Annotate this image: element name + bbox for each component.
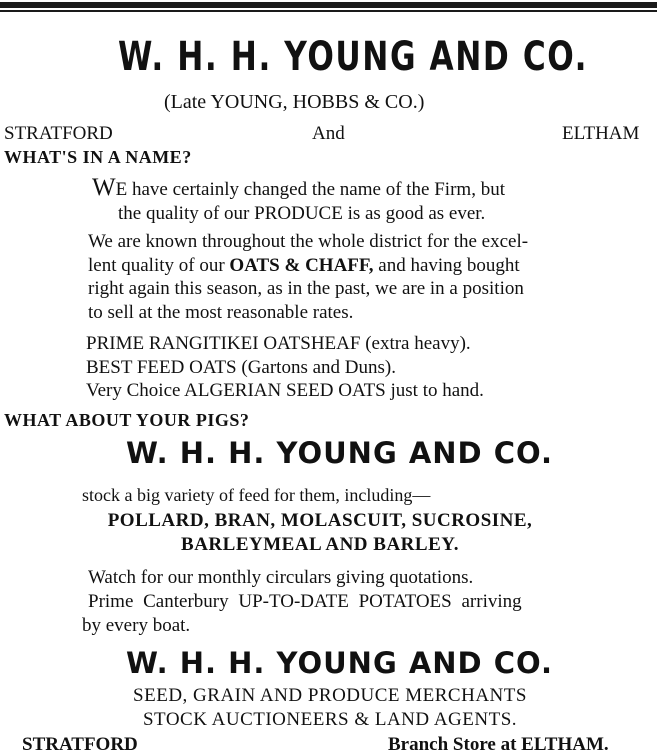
paragraph-line: WE have certainly changed the name of the Firm, but [92, 174, 505, 201]
section-heading-whats-in-a-name: WHAT'S IN A NAME? [4, 147, 192, 167]
circulars-paragraph [82, 566, 657, 638]
feed-list [70, 509, 570, 557]
firm-name-banner-middle: W. H. H. YOUNG AND CO. [126, 436, 554, 470]
top-border-thin-rule [0, 10, 657, 12]
firm-name-banner-footer: W. H. H. YOUNG AND CO. [126, 646, 554, 680]
merchants-line: STOCK AUCTIONEERS & LAND AGENTS. [142, 709, 518, 730]
stock-variety-line: stock a big variety of feed for them, including— [82, 485, 431, 505]
drop-cap: W [92, 174, 116, 201]
location-and: And [312, 123, 345, 144]
footer-location-stratford: STRATFORD [22, 734, 138, 755]
paragraph-line: Prime Canterbury UP-TO-DATE POTATOES arriving [88, 591, 522, 612]
paragraph-line: to sell at the most reasonable rates. [88, 301, 354, 323]
feed-line: BARLEYMEAL AND BARLEY. [181, 534, 459, 555]
oats-chaff-emphasis: OATS & CHAFF, [229, 254, 374, 276]
top-border-rule [0, 2, 657, 8]
feed-line: POLLARD, BRAN, MOLASCUIT, SUCROSINE, [107, 510, 533, 531]
paragraph-line: right again this season, as in the past, we are in a position [88, 278, 524, 299]
paragraph-line: We are known throughout the whole district for the excel- [88, 231, 529, 252]
product-item: BEST FEED OATS (Gartons and Duns). [86, 356, 396, 378]
product-list [86, 332, 484, 403]
merchants-description [40, 684, 620, 732]
merchants-line: SEED, GRAIN AND PRODUCE MERCHANTS [133, 685, 527, 706]
paragraph-name-change [92, 176, 652, 225]
product-item: PRIME RANGITIKEI OATSHEAF (extra heavy). [86, 333, 471, 354]
footer-branch-store: Branch Store at ELTHAM. [388, 734, 609, 755]
paragraph-line: lent quality of our OATS & CHAFF, and having bought [88, 254, 520, 276]
former-name-subtitle: (Late YOUNG, HOBBS & CO.) [164, 91, 425, 113]
section-heading-pigs: WHAT ABOUT YOUR PIGS? [4, 410, 250, 430]
paragraph-oats-chaff [88, 230, 654, 324]
firm-name-heading: W. H. H. YOUNG AND CO. [118, 34, 589, 80]
paragraph-line: the quality of our PRODUCE is as good as ever. [118, 202, 486, 224]
paragraph-line: by every boat. [82, 615, 191, 636]
location-stratford: STRATFORD [4, 123, 113, 144]
location-eltham: ELTHAM [562, 123, 640, 144]
paragraph-line: Watch for our monthly circulars giving quotations. [88, 567, 474, 588]
product-item: Very Choice ALGERIAN SEED OATS just to hand. [86, 380, 484, 401]
